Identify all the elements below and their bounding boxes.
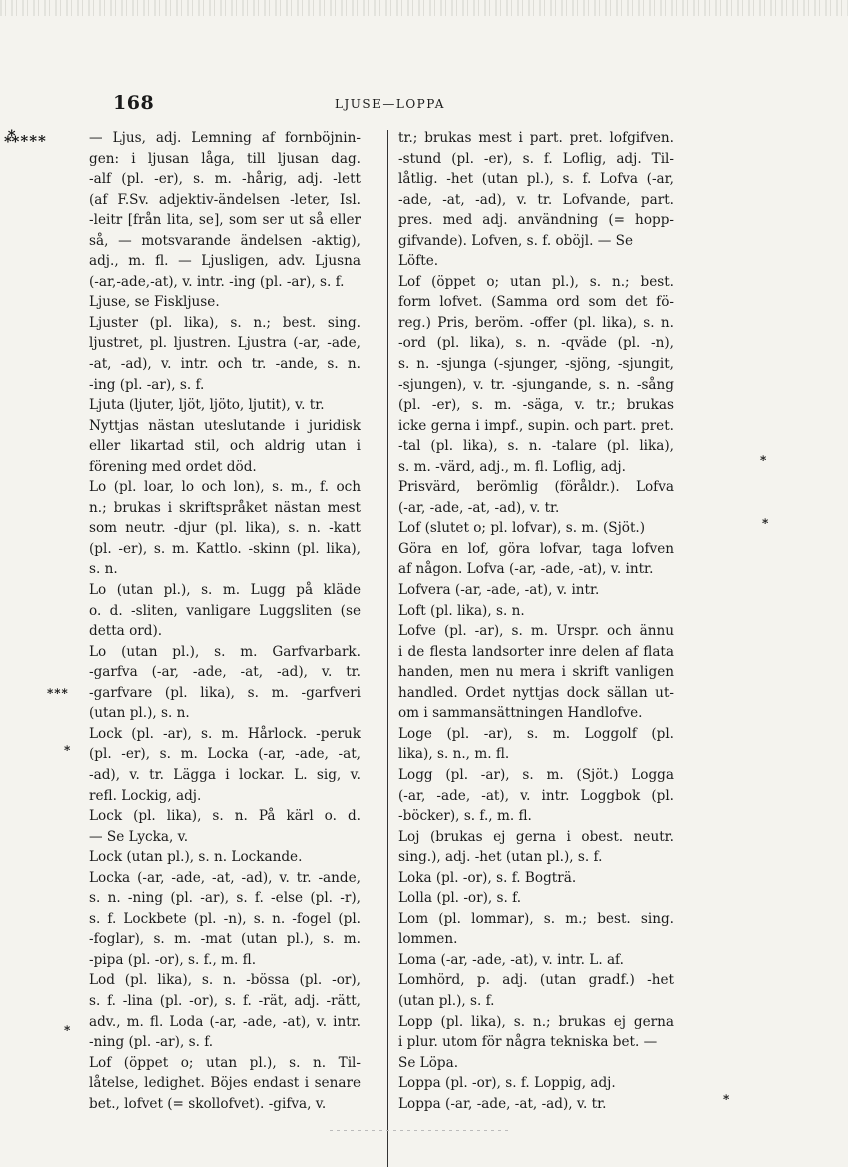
text-line: s. n. — [89, 561, 118, 578]
text-line: tr.; brukas mest i part. pret. lofgifven. — [398, 130, 674, 146]
text-line: förening med ordet död. — [89, 458, 257, 475]
scan-edge-noise — [0, 0, 848, 16]
text-line: o. d. -sliten, vanligare Luggsliten (se — [89, 602, 361, 619]
text-line: -at, -ad), v. intr. och tr. -ande, s. n. — [89, 356, 361, 373]
text-line: -ning (pl. -ar), s. f. — [89, 1034, 214, 1051]
text-line: n.; brukas i skriftspråket nästan mest — [89, 499, 361, 516]
text-line: Lofvera (-ar, -ade, -at), v. intr. — [398, 582, 600, 599]
margin-mark-loppa: ⁎ — [723, 1089, 731, 1103]
margin-mark-lofvera: ⁎ — [762, 513, 770, 527]
text-line: Se Löpa. — [398, 1054, 459, 1071]
text-line: Lopp (pl. lika), s. n.; brukas ej gerna — [398, 1013, 674, 1030]
column-divider — [387, 130, 388, 1167]
text-line: i de flesta landsorter inre delen af flata — [398, 643, 674, 660]
text-line: Lod (pl. lika), s. n. -bössa (pl. -or), — [89, 972, 361, 989]
text-line: Loppa (pl. -or), s. f. Loppig, adj. — [398, 1075, 616, 1092]
text-line: Loft (pl. lika), s. n. — [398, 602, 525, 619]
margin-mark-top: ⁂⁎⁎⁎ — [4, 128, 47, 146]
right-column — [398, 128, 674, 1114]
text-line: gifvande). Lofven, s. f. oböjl. — Se — [398, 232, 634, 249]
text-line: Lock (utan pl.), s. n. Lockande. — [89, 849, 303, 866]
text-line: (pl. -er), s. m. Kattlo. -skinn (pl. lika), — [89, 540, 361, 557]
text-line: Loj (brukas ej gerna i obest. neutr. — [398, 828, 674, 845]
text-line: Logg (pl. -ar), s. m. (Sjöt.) Logga — [398, 766, 674, 783]
text-line: Lof (öppet o; utan pl.), s. n. Til- — [89, 1054, 361, 1071]
text-line: låtelse, ledighet. Böjes endast i senare — [89, 1075, 361, 1092]
text-line: Lo (pl. loar, lo och lon), s. m., f. och — [89, 479, 361, 496]
text-line: i plur. utom för några tekniska bet. — — [398, 1034, 658, 1051]
text-line: Ljuster (pl. lika), s. n.; best. sing. — [89, 314, 361, 331]
text-line: Lof (öppet o; utan pl.), s. n.; best. — [398, 273, 674, 290]
text-line: bet., lofvet (= skollofvet). -gifva, v. — [89, 1095, 327, 1112]
text-line: låtlig. -het (utan pl.), s. f. Lofva (-ar, — [398, 171, 674, 188]
text-line: -stund (pl. -er), s. f. Loflig, adj. Til- — [398, 150, 674, 167]
text-line: ljustret, pl. ljustren. Ljustra (-ar, -ade, — [89, 335, 361, 352]
text-line: — Ljus, adj. Lemning af fornböjnin- — [89, 130, 361, 146]
text-line: (af F.Sv. adjektiv-ändelsen -leter, Isl. — [89, 191, 361, 208]
text-line: handen, men nu mera i skrift vanligen — [398, 664, 674, 681]
text-line: (-ar, -ade, -at), v. intr. Loggbok (pl. — [398, 787, 674, 804]
text-line: s. f. Lockbete (pl. -n), s. n. -fogel (pl. — [89, 910, 361, 927]
text-line: detta ord). — [89, 623, 163, 640]
text-line: -ade, -at, -ad), v. tr. Lofvande, part. — [398, 191, 674, 208]
text-line: eller likartad stil, och aldrig utan i — [89, 438, 361, 455]
text-line: Lock (pl. -ar), s. m. Hårlock. -peruk — [89, 725, 361, 742]
text-line: så, — motsvarande ändelsen -aktig), — [89, 232, 361, 249]
margin-mark-locka: ⁎ — [64, 740, 72, 754]
text-line: (-ar,-ade,-at), v. intr. -ing (pl. -ar), s. f. — [89, 273, 345, 290]
text-line: Lolla (pl. -or), s. f. — [398, 890, 522, 907]
text-line: (utan pl.), s. f. — [398, 992, 495, 1009]
text-line: adj., m. fl. — Ljusligen, adv. Ljusna — [89, 253, 361, 270]
text-line: Löfte. — [398, 253, 439, 270]
margin-mark-lofva: ⁎ — [760, 450, 768, 464]
text-line: (pl. -er), s. m. -säga, v. tr.; brukas — [398, 397, 674, 414]
text-line: Lomhörd, p. adj. (utan gradf.) -het — [398, 972, 674, 989]
text-line: s. m. -värd, adj., m. fl. Loflig, adj. — [398, 458, 626, 475]
text-line: Ljuse, se Fiskljuse. — [89, 294, 220, 311]
text-line: lommen. — [398, 931, 458, 948]
text-line: (utan pl.), s. n. — [89, 705, 190, 722]
text-line: Göra en lof, göra lofvar, taga lofven — [398, 540, 674, 557]
left-column — [89, 128, 361, 1114]
text-line: Locka (-ar, -ade, -at, -ad), v. tr. -ande, — [89, 869, 361, 886]
text-line: om i sammansättningen Handlofve. — [398, 705, 643, 722]
text-line: adv., m. fl. Loda (-ar, -ade, -at), v. intr. — [89, 1013, 361, 1030]
text-line: Loka (pl. -or), s. f. Bogträ. — [398, 869, 577, 886]
text-line: Loppa (-ar, -ade, -at, -ad), v. tr. — [398, 1095, 607, 1112]
text-line: (pl. -er), s. m. Locka (-ar, -ade, -at, — [89, 746, 361, 763]
text-line: form lofvet. (Samma ord som det fö- — [398, 294, 674, 311]
running-head: LJUSE—LOPPA — [335, 97, 445, 111]
text-line: -garfvare (pl. lika), s. m. -garfveri — [89, 684, 361, 701]
text-line: Lom (pl. lommar), s. m.; best. sing. — [398, 910, 674, 927]
text-line: Lo (utan pl.), s. m. Garfvarbark. — [89, 643, 361, 660]
text-line: (-ar, -ade, -at, -ad), v. tr. — [398, 499, 560, 516]
text-line: Lock (pl. lika), s. n. På kärl o. d. — [89, 808, 361, 825]
margin-mark-lock: ⁎⁎⁎ — [47, 683, 69, 697]
text-line: -ord (pl. lika), s. n. -qväde (pl. -n), — [398, 335, 674, 352]
text-line: -alf (pl. -er), s. m. -hårig, adj. -lett — [89, 171, 361, 188]
page-number: 168 — [113, 92, 155, 114]
bottom-scan-mark — [330, 1130, 510, 1131]
text-line: — Se Lycka, v. — [89, 828, 189, 845]
text-line: s. f. -lina (pl. -or), s. f. -rät, adj. -rätt, — [89, 992, 361, 1009]
text-line: Loma (-ar, -ade, -at), v. intr. L. af. — [398, 951, 624, 968]
text-line: sing.), adj. -het (utan pl.), s. f. — [398, 849, 603, 866]
text-line: pres. med adj. användning (= hopp- — [398, 212, 674, 229]
text-line: Lof (slutet o; pl. lofvar), s. m. (Sjöt.) — [398, 520, 646, 537]
text-line: -foglar), s. m. -mat (utan pl.), s. m. — [89, 931, 361, 948]
text-line: Loge (pl. -ar), s. m. Loggolf (pl. — [398, 725, 674, 742]
text-line: refl. Lockig, adj. — [89, 787, 202, 804]
text-line: Ljuta (ljuter, ljöt, ljöto, ljutit), v. tr. — [89, 397, 325, 414]
text-line: Prisvärd, berömlig (föråldr.). Lofva — [398, 479, 674, 496]
text-line: -ing (pl. -ar), s. f. — [89, 376, 205, 393]
text-line: -pipa (pl. -or), s. f., m. fl. — [89, 951, 257, 968]
text-line: -böcker), s. f., m. fl. — [398, 808, 532, 825]
text-line: reg.) Pris, beröm. -offer (pl. lika), s. n. — [398, 314, 674, 331]
text-line: -garfva (-ar, -ade, -at, -ad), v. tr. — [89, 664, 361, 681]
text-line: som neutr. -djur (pl. lika), s. n. -katt — [89, 520, 361, 537]
text-line: s. n. -sjunga (-sjunger, -sjöng, -sjungit, — [398, 356, 674, 373]
text-line: af någon. Lofva (-ar, -ade, -at), v. intr. — [398, 561, 654, 578]
text-line: handled. Ordet nyttjas dock sällan ut- — [398, 684, 674, 701]
text-line: -tal (pl. lika), s. n. -talare (pl. lika), — [398, 438, 674, 455]
margin-mark-lof: ⁎ — [64, 1020, 72, 1034]
text-line: -leitr [från lita, se], som ser ut så eller — [89, 212, 361, 229]
text-line: Nyttjas nästan uteslutande i juridisk — [89, 417, 361, 434]
text-line: lika), s. n., m. fl. — [398, 746, 510, 763]
text-line: s. n. -ning (pl. -ar), s. f. -else (pl. -r), — [89, 890, 361, 907]
text-line: gen: i ljusan låga, till ljusan dag. — [89, 150, 361, 167]
text-line: Lo (utan pl.), s. m. Lugg på kläde — [89, 582, 361, 599]
text-line: -ad), v. tr. Lägga i lockar. L. sig, v. — [89, 766, 361, 783]
text-line: Lofve (pl. -ar), s. m. Urspr. och ännu — [398, 623, 674, 640]
text-line: -sjungen), v. tr. -sjungande, s. n. -sång — [398, 376, 674, 393]
text-line: icke gerna i impf., supin. och part. pret. — [398, 417, 674, 434]
